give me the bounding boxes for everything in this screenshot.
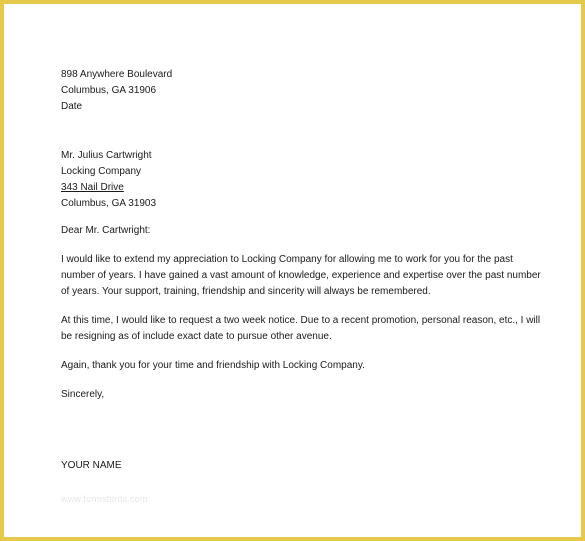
watermark-text: www.formsbirds.com: [61, 494, 148, 504]
recipient-name: Mr. Julius Cartwright: [61, 150, 152, 161]
salutation: Dear Mr. Cartwright:: [61, 225, 151, 236]
letter-page: [61, 67, 541, 474]
recipient-city: Columbus, GA 31903: [61, 198, 157, 209]
sender-address-line2: Columbus, GA 31906: [61, 85, 157, 96]
signature-name: YOUR NAME: [61, 460, 122, 471]
letter-date: Date: [61, 101, 83, 112]
body-paragraph-2: At this time, I would like to request a two week notice. Due to a recent promotion, personal reason, etc., I will be resigning as of include exact date to pursue other avenue.: [61, 315, 541, 342]
recipient-company: Locking Company: [61, 166, 142, 177]
closing: Sincerely,: [61, 389, 105, 400]
sender-address-line1: 898 Anywhere Boulevard: [61, 69, 173, 80]
recipient-street: 343 Nail Drive: [61, 182, 124, 193]
body-paragraph-1: I would like to extend my appreciation to Locking Company for allowing me to work for you for the past number of years. I have gained a vast amount of knowledge, experience and expertise over the past number of years. Your support, training, friendship and sincerity will always be remembered.: [61, 254, 541, 297]
body-paragraph-3: Again, thank you for your time and friendship with Locking Company.: [61, 360, 365, 371]
